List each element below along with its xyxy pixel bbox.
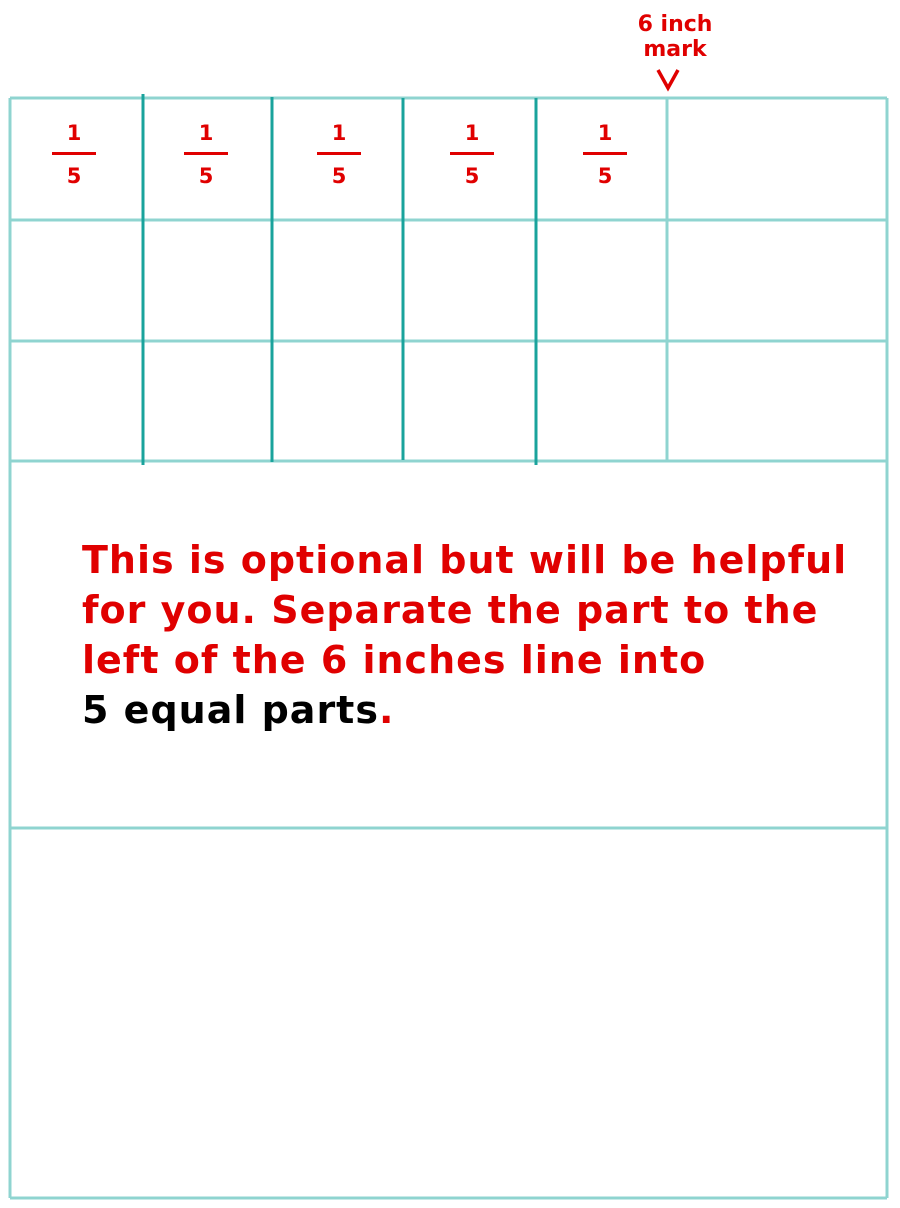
fraction-denominator: 5 [198, 164, 214, 188]
instruction-black-text: 5 equal parts [82, 688, 379, 732]
fraction-bar [450, 152, 494, 155]
fraction-numerator: 1 [464, 121, 480, 145]
fraction-label-3 [304, 120, 374, 189]
fraction-bar [583, 152, 627, 155]
instruction-note [82, 535, 872, 735]
fraction-denominator: 5 [464, 164, 480, 188]
mark-label-line-2: mark [643, 37, 707, 62]
fraction-bar [184, 152, 228, 155]
six-inch-arrow-icon [658, 70, 678, 88]
fraction-label-2 [171, 120, 241, 189]
fraction-label-4 [437, 120, 507, 189]
six-inch-mark-label [620, 12, 730, 62]
fraction-numerator: 1 [331, 121, 347, 145]
fraction-numerator: 1 [66, 121, 82, 145]
instruction-red-text: This is optional but will be helpful for you. Separate the part to the left of the 6 inches line into [82, 538, 848, 682]
instruction-period: . [378, 688, 395, 732]
fraction-denominator: 5 [331, 164, 347, 188]
fraction-bar [52, 152, 96, 155]
fraction-denominator: 5 [597, 164, 613, 188]
fraction-label-5 [570, 120, 640, 189]
fraction-numerator: 1 [198, 121, 214, 145]
fraction-numerator: 1 [597, 121, 613, 145]
mark-label-line-1: 6 inch [637, 12, 713, 37]
fraction-label-1 [39, 120, 109, 189]
fraction-bar [317, 152, 361, 155]
fraction-denominator: 5 [66, 164, 82, 188]
